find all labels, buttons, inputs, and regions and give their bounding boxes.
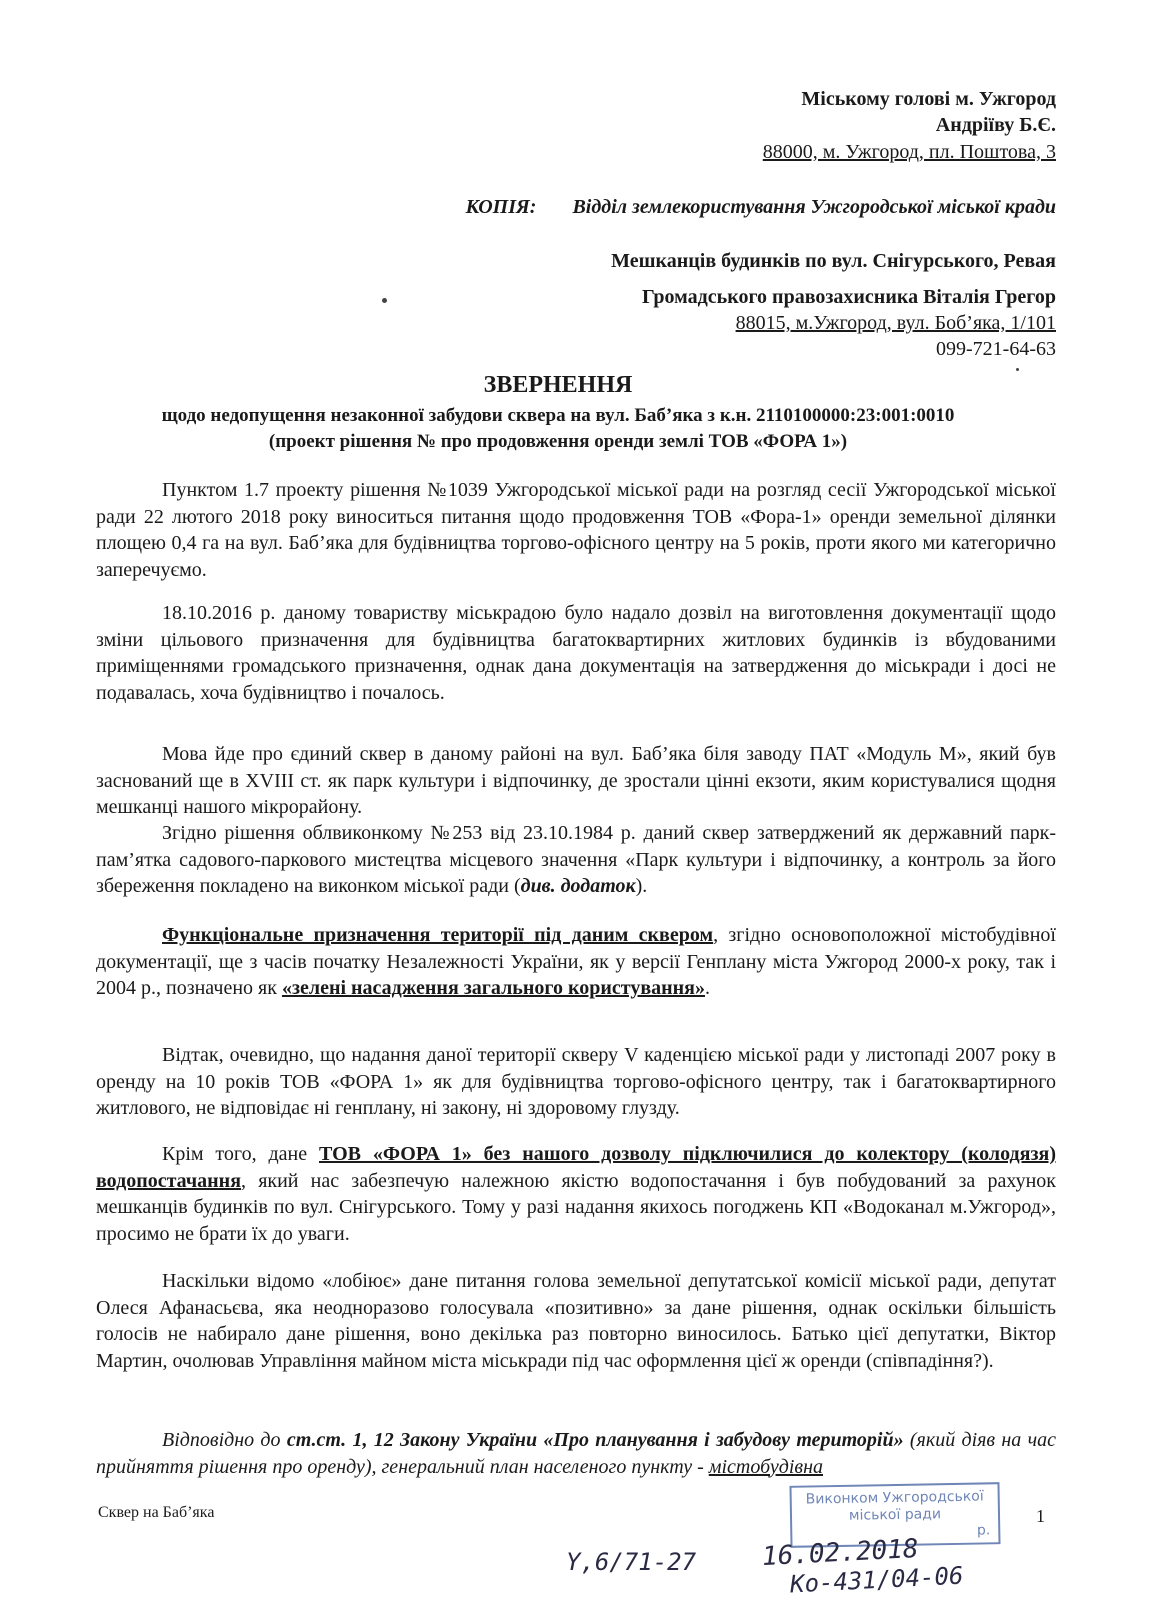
sender-line-1: Мешканців будинків по вул. Снігурського, Ревая bbox=[611, 250, 1056, 272]
paragraph-6: Відтак, очевидно, що надання даної території скверу V каденцією міської ради у листопаді 2007 року в оренду на 10 років ТОВ «ФОРА 1» як для будівництва торгово-офісного центру, так і багатоквартирного житлового, не відповідає ні генплану, ні закону, ні здоровому глузду. bbox=[96, 1044, 1056, 1119]
sender-address: 88015, м.Ужгород, вул. Боб’яка, 1/101 bbox=[735, 312, 1056, 334]
document-subtitle-2: (проект рішення № про продовження оренди землі ТОВ «ФОРА 1») bbox=[268, 431, 848, 452]
paragraph-8: Наскільки відомо «лобіює» дане питання голова земельної депутатської комісії міської ради, депутат Олеся Афанасьєва, яка неодноразово голосувала «позитивно» за дане рішення, однак оскільки більшість голосів не набирало дане рішення, воно декілька раз повторно виносилось. Батько цієї депутатки, Віктор Мартин, очолював Управління майном міста міськради під час оформлення цієї ж оренди (співпадіння?). bbox=[96, 1270, 1056, 1372]
stamp-mark: р. bbox=[976, 1522, 991, 1539]
stamp-line-2: міської ради bbox=[848, 1506, 942, 1524]
addressee-line-1: Міському голові м. Ужгород bbox=[801, 88, 1056, 110]
paragraph-9-text: (який діяв на час прийняття рішення про оренду), генеральний план населеного пункту - bbox=[96, 1429, 1056, 1478]
footer-title: Сквер на Баб’яка bbox=[98, 1504, 215, 1521]
scan-speck bbox=[1016, 368, 1019, 371]
paragraph-9-start: Відповідно до bbox=[162, 1429, 287, 1451]
addressee-address: 88000, м. Ужгород, пл. Поштова, 3 bbox=[762, 141, 1056, 163]
paragraph-7-start: Крім того, дане bbox=[162, 1143, 319, 1165]
paragraph-5-emphasis: Функціональне призначення території під даним сквером bbox=[162, 924, 714, 946]
page-number: 1 bbox=[1036, 1506, 1045, 1526]
paragraph-7-emphasis: ТОВ «ФОРА 1» без нашого дозволу підключилися до колектору (колодязя) водопостачання bbox=[96, 1143, 1056, 1192]
paragraph-5-text: , згідно основоположної містобудівної документації, ще з часів початку Незалежності України, як у версії Генплану міста Ужгород 2000-х року, так і 2004 р., позначено як bbox=[96, 924, 1056, 999]
sender-line-2: Громадського правозахисника Віталія Грегор bbox=[641, 286, 1056, 308]
paragraph-5-end: . bbox=[704, 977, 710, 999]
scan-speck bbox=[382, 298, 387, 303]
paragraph-7-text: , який нас забезпечую належною якістю водопостачання і був побудований за рахунок мешканців будинків по вул. Снігурського. Тому у разі надання якихось погоджень КП «Водоканал м.Ужгород», просимо не брати їх до уваги. bbox=[96, 1169, 1056, 1245]
addressee-line-2: Андріїву Б.Є. bbox=[935, 114, 1056, 136]
paragraph-5 bbox=[96, 922, 1056, 1002]
paragraph-9 bbox=[96, 1427, 1056, 1480]
copy-text: Відділ землекористування Ужгородської міської кради bbox=[572, 196, 1056, 218]
paragraph-5-green-zone: «зелені насадження загального користування» bbox=[281, 977, 705, 999]
paragraph-9-end: містобудівна bbox=[708, 1455, 824, 1478]
sender-phone: 099-721-64-63 bbox=[936, 338, 1056, 360]
document-subtitle-1: щодо недопущення незаконної забудови сквера на вул. Баб’яка з к.н. 2110100000:23:001:0010 bbox=[161, 405, 955, 426]
paragraph-2: 18.10.2016 р. даному товариству міськрадою було надало дозвіл на виготовлення документації щодо зміни цільового призначення для будівництва багатоквартирних житлових будинків із вбудованими приміщеннями громадського призначення, однак дана документація на затвердження до міськради і досі не подавалась, хоча будівництво і почалось. bbox=[96, 602, 1056, 704]
copy-line bbox=[466, 196, 1056, 219]
stamp-line-1: Виконком Ужгородської bbox=[805, 1488, 984, 1508]
paragraph-4 bbox=[96, 820, 1056, 900]
handwritten-reg-number: Ко-431/04-06 bbox=[789, 1561, 965, 1599]
document-title: ЗВЕРНЕННЯ bbox=[483, 372, 633, 398]
handwritten-date: 16.02.2018 bbox=[761, 1533, 920, 1573]
handwritten-code: Y,6/71-27 bbox=[566, 1548, 697, 1576]
copy-label: КОПІЯ: bbox=[465, 196, 537, 218]
paragraph-9-law-ref: ст.ст. 1, 12 Закону України «Про планування і забудову територій» bbox=[286, 1429, 904, 1451]
paragraph-7 bbox=[96, 1141, 1056, 1247]
paragraph-4-end: ). bbox=[635, 875, 648, 897]
paragraph-4-appendix-ref: див. додаток bbox=[520, 875, 636, 897]
paragraph-1: Пунктом 1.7 проекту рішення №1039 Ужгородської міської ради на розгляд сесії Ужгородської міської ради 22 лютого 2018 року виноситься питання щодо продовження ТОВ «Фора-1» оренди земельної ділянки площею 0,4 га на вул. Баб’яка для будівництва торгово-офісного центру на 5 років, проти якого ми категорично заперечуємо. bbox=[96, 479, 1056, 581]
paragraph-3: Мова йде про єдиний сквер в даному районі на вул. Баб’яка біля заводу ПАТ «Модуль М», який був заснований ще в XVIII ст. як парк культури і відпочинку, де зростали цінні екзоти, яким користувалися щодня мешканці нашого мікрорайону. bbox=[96, 743, 1056, 818]
paragraph-4-text: Згідно рішення облвиконкому №253 від 23.10.1984 р. даний сквер затверджений як державний парк-пам’ятка садового-паркового мистецтва місцевого значення «Парк культури і відпочинку, а контроль за його збереження покладено на виконком міської ради ( bbox=[96, 822, 1056, 897]
